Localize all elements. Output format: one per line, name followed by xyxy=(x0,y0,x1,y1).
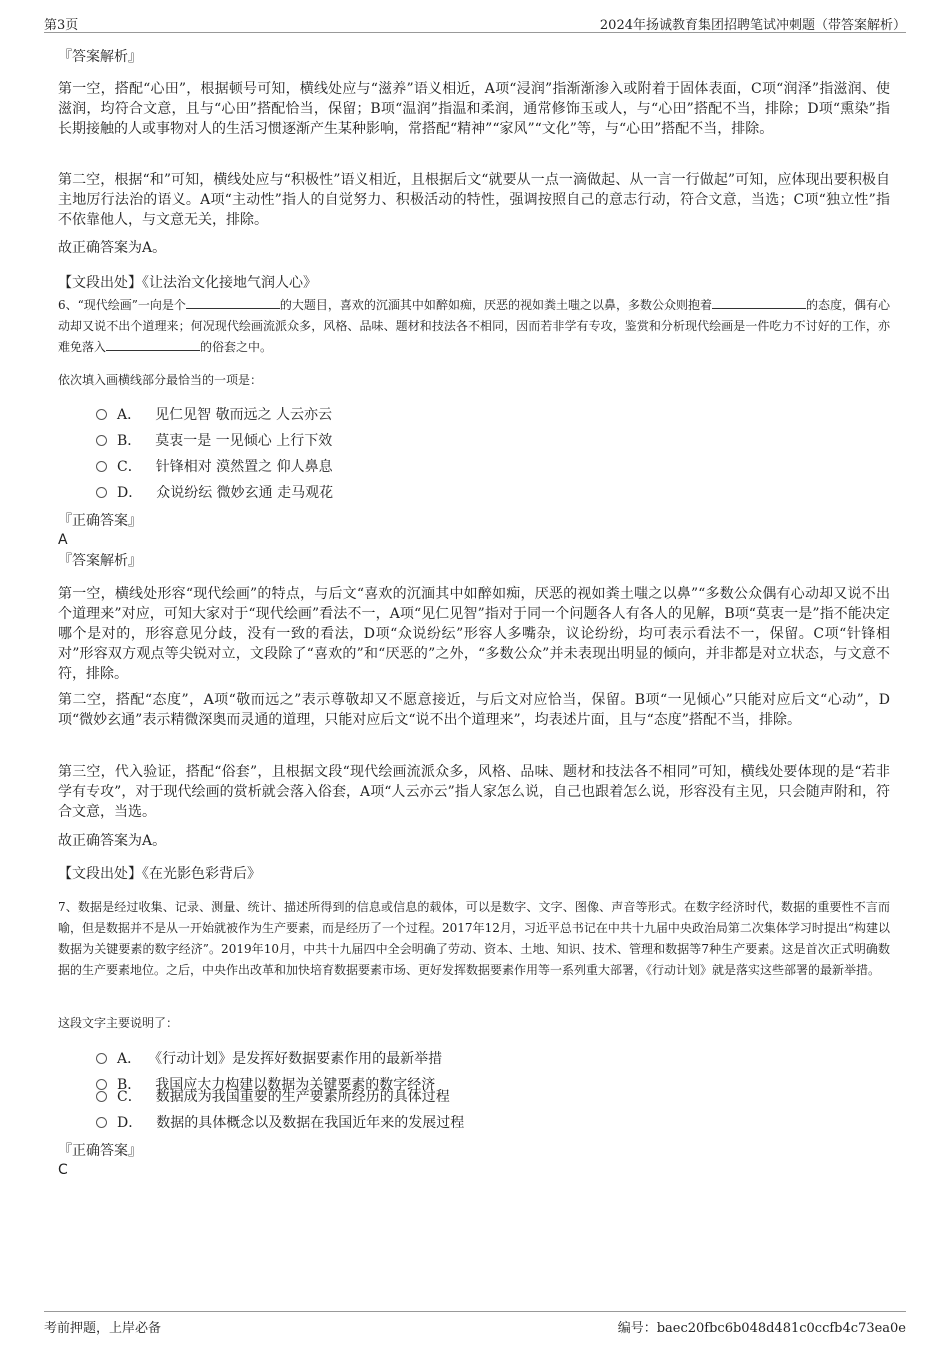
radio-icon[interactable] xyxy=(96,1053,107,1064)
radio-icon[interactable] xyxy=(96,461,107,472)
q6-option-a[interactable]: A． 见仁见智 敬而远之 人云亦云 xyxy=(96,405,332,425)
q6-option-c[interactable]: C． 针锋相对 漠然置之 仰人鼻息 xyxy=(96,457,333,477)
radio-icon[interactable] xyxy=(96,409,107,420)
q5-analysis-p2: 第二空，根据“和”可知，横线处应与“积极性”语义相近，且根据后文“就要从一点一滴做起、从一言一行做起”可知，应体现出要积极自主地厉行法治的语义。A项“主动性”指人的自觉努力、积极活动的特性，强调按照自己的意志行动，符合文意，当选；C项“独立性”指不依靠他人，与文意无关，排除。 xyxy=(58,172,890,228)
radio-icon[interactable] xyxy=(96,487,107,498)
document-title: 2024年扬诚教育集团招聘笔试冲刺题（带答案解析） xyxy=(599,18,906,33)
page-number: 第3页 xyxy=(44,18,79,33)
q6-source: 【文段出处】《在光影色彩背后》 xyxy=(58,866,261,882)
radio-icon[interactable] xyxy=(96,1091,107,1102)
q6-stem: 6、“现代绘画”一向是个 的大题目，喜欢的沉湎其中如醉如痴，厌恶的视如粪土嗤之以鼻，多数公众则抱着 的态度，偶有心动却又说不出个道理来；何况现代绘画流派众多，风格、品味、题材和技法各不相同，因而若非学有专攻，鉴赏和分析现代绘画是一件吃力不讨好的工作，亦难免落入 的俗套之中。 xyxy=(58,298,890,354)
radio-icon[interactable] xyxy=(96,435,107,446)
q5-conclusion: 故正确答案为A。 xyxy=(58,240,167,256)
q6-answer: A xyxy=(58,532,68,548)
q7-option-d[interactable]: D． 数据的具体概念以及数据在我国近年来的发展过程 xyxy=(96,1113,464,1133)
q6-option-b[interactable]: B． 莫衷一是 一见倾心 上行下效 xyxy=(96,431,332,451)
radio-icon[interactable] xyxy=(96,1117,107,1128)
q6-analysis-label: 『答案解析』 xyxy=(58,553,142,569)
q7-option-c[interactable]: C． 数据成为我国重要的生产要素所经历的具体过程 xyxy=(96,1087,450,1107)
q6-option-d[interactable]: D． 众说纷纭 微妙玄通 走马观花 xyxy=(96,483,333,503)
q6-analysis-p1: 第一空，横线处形容“现代绘画”的特点，与后文“喜欢的沉湎其中如醉如痴，厌恶的视如粪土嗤之以鼻”“多数公众偶有心动却又说不出个道理来”对应，可知大家对于“现代绘画”看法不一，A项“见仁见智”指对于同一个问题各人有各人的见解，B项“莫衷一是”指不能决定哪个是对的，形容意见分歧，没有一致的看法，D项“众说纷纭”形容人多嘴杂，议论纷纷，均可表示看法不一，保留。C项“针锋相对”形容双方观点等尖锐对立，文段除了“喜欢的”和“厌恶的”之外，“多数公众”并未表现出明显的倾向，并非都是对立状态，与文意不符，排除。 xyxy=(58,586,890,682)
q7-answer: C xyxy=(58,1162,68,1178)
document-id: 编号：baec20fbc6b048d481c0ccfb4c73ea0e xyxy=(617,1321,906,1336)
q6-conclusion: 故正确答案为A。 xyxy=(58,833,167,849)
blank-1 xyxy=(186,296,280,309)
q6-prompt: 依次填入画横线部分最恰当的一项是： xyxy=(58,373,263,387)
q5-analysis-p1: 第一空，搭配“心田”，根据顿号可知，横线处应与“滋养”语义相近，A项“浸润”指渐渐渗入或附着于固体表面，C项“润泽”指滋润、使滋润，均符合文意，且与“心田”搭配恰当，保留；B项“温润”指温和柔润，通常修饰玉或人，与“心田”搭配不当，排除；D项“熏染”指长期接触的人或事物对人的生活习惯逐渐产生某种影响，常搭配“精神”“家风”“文化”等，与“心田”搭配不当，排除。 xyxy=(58,81,890,137)
q6-analysis-p2: 第二空，搭配“态度”，A项“敬而远之”表示尊敬却又不愿意接近，与后文对应恰当，保留。B项“一见倾心”只能对应后文“心动”，D项“微妙玄通”表示精微深奥而灵通的道理，只能对应后文“说不出个道理来”，均表述片面，且与“态度”搭配不当，排除。 xyxy=(58,692,890,728)
q7-stem: 7、数据是经过收集、记录、测量、统计、描述所得到的信息或信息的载体，可以是数字、文字、图像、声音等形式。在数字经济时代，数据的重要性不言而喻，但是数据并不是从一开始就被作为生产要素，而是经历了一个过程。2017年12月，习近平总书记在中共十九届中央政治局第二次集体学习时提出“构建以数据为关键要素的数字经济”。2019年10月，中共十九届四中全会明确了劳动、资本、土地、知识、技术、管理和数据等7种生产要素。这是首次正式明确数据的生产要素地位。之后，中央作出改革和加快培育数据要素市场、更好发挥数据要素作用等一系列重大部署，《行动计划》就是落实这些部署的最新举措。 xyxy=(58,900,890,977)
page-header xyxy=(44,10,906,33)
q5-analysis-label: 『答案解析』 xyxy=(58,49,142,65)
q6-analysis-p3: 第三空，代入验证，搭配“俗套”，且根据文段“现代绘画流派众多，风格、品味、题材和技法各不相同”可知，横线处要体现的是“若非学有专攻”，对于现代绘画的赏析就会落入俗套，A项“人云亦云”指人家怎么说，自己也跟着怎么说，形容没有主见，只会随声附和，符合文意，当选。 xyxy=(58,764,890,820)
q7-prompt: 这段文字主要说明了： xyxy=(58,1016,179,1030)
q7-option-a[interactable]: A． 《行动计划》是发挥好数据要素作用的最新举措 xyxy=(96,1049,442,1069)
footer-slogan: 考前押题，上岸必备 xyxy=(44,1321,162,1336)
q5-source: 【文段出处】《让法治文化接地气润人心》 xyxy=(58,275,317,291)
page-footer xyxy=(44,1311,906,1336)
q7-option-b[interactable]: B． 我国应大力构建以数据为关键要素的数字经济 xyxy=(96,1075,435,1095)
q6-answer-label: 『正确答案』 xyxy=(58,513,142,529)
q7-answer-label: 『正确答案』 xyxy=(58,1143,142,1159)
blank-2 xyxy=(712,296,806,309)
blank-3 xyxy=(106,338,200,351)
